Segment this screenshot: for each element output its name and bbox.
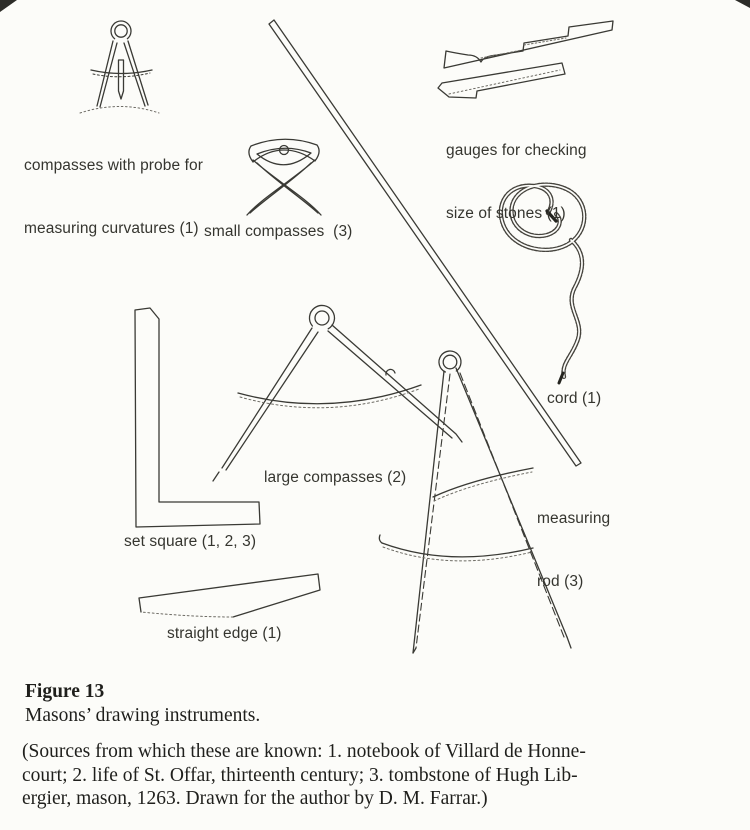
label-line: measuring	[537, 510, 611, 527]
figure-caption	[22, 680, 735, 811]
small-compasses-drawing	[247, 139, 321, 215]
label-line: compasses with probe for	[24, 157, 204, 174]
label-straight-edge: straight edge (1)	[167, 625, 282, 642]
label-gauges	[446, 98, 587, 266]
label-measuring-rod	[537, 466, 610, 634]
label-line: measuring curvatures (1)	[24, 220, 199, 237]
label-cord: cord (1)	[547, 390, 602, 407]
sources-line: ergier, mason, 1263. Drawn for the author by D. M. Farrar.)	[22, 788, 488, 809]
sources-line: court; 2. life of St. Offar, thirteenth century; 3. tombstone of Hugh Lib-	[22, 764, 578, 786]
label-line: size of stones (1)	[446, 205, 566, 222]
straight-edge-drawing	[139, 574, 320, 617]
stone-gauges-drawing	[438, 21, 613, 98]
label-large-compasses: large compasses (2)	[264, 469, 407, 486]
label-compasses-with-probe	[24, 113, 203, 281]
scan-artifact	[0, 0, 750, 12]
label-set-square: set square (1, 2, 3)	[124, 533, 257, 550]
large-compasses-drawing	[213, 305, 462, 481]
set-square-drawing	[135, 308, 260, 527]
label-line: rod (3)	[537, 573, 584, 590]
sources-line: (Sources from which these are known: 1. notebook of Villard de Honne-	[22, 741, 586, 762]
figure-number: Figure 13	[25, 681, 105, 702]
figure-sources	[22, 740, 735, 811]
compasses-with-probe-drawing	[80, 21, 159, 113]
label-small-compasses: small compasses (3)	[204, 223, 353, 240]
label-line: gauges for checking	[446, 142, 587, 159]
figure-title: Masons’ drawing instruments.	[25, 705, 261, 726]
